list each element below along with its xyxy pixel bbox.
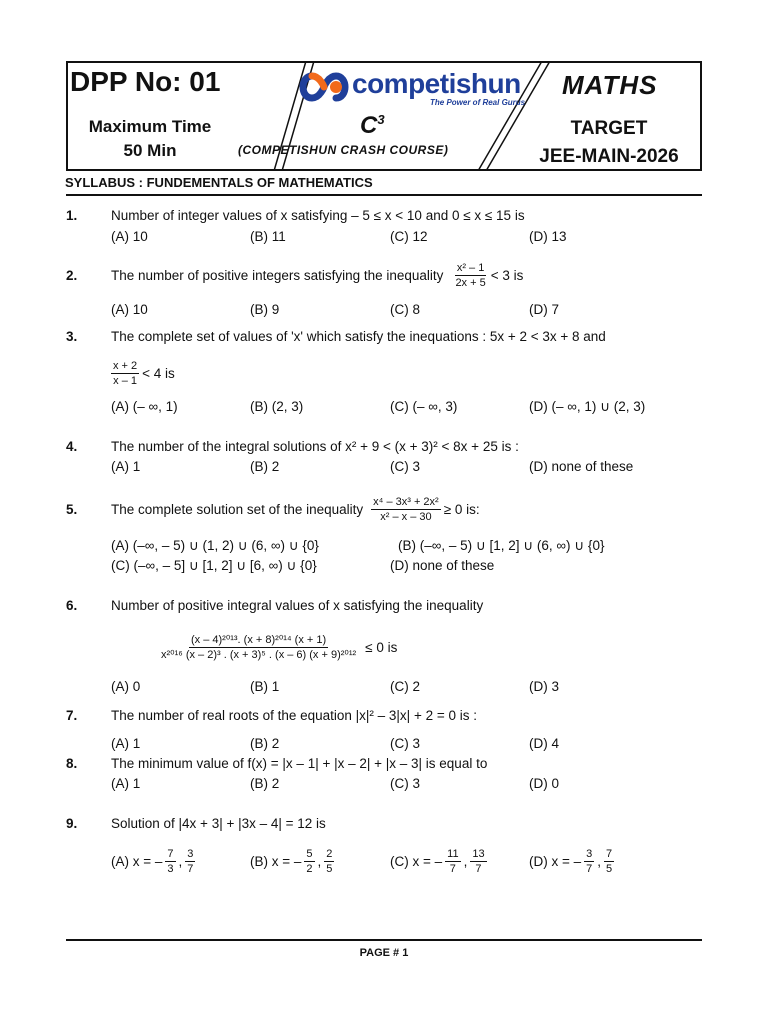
fraction-denominator: 7	[449, 862, 456, 875]
fraction-denominator: 2x + 5	[455, 276, 486, 289]
option-c: (C) 3	[390, 776, 420, 791]
option-d: (D) 13	[529, 229, 567, 244]
question-tail: ≤ 0 is	[365, 639, 398, 655]
option-prefix: (D) x = –	[529, 853, 582, 869]
dpp-number: DPP No: 01	[70, 66, 221, 97]
fraction	[604, 847, 614, 876]
option-d: (D) 7	[529, 302, 559, 317]
question-number: 7.	[66, 708, 78, 723]
question-text: The number of real roots of the equation |x|² – 3|x| + 2 = 0 is :	[111, 708, 477, 723]
option-b: (B) 11	[250, 229, 286, 244]
fraction-numerator: 7	[167, 847, 174, 860]
option-b: (B) 2	[250, 459, 280, 474]
fraction	[445, 847, 460, 876]
fraction	[470, 847, 486, 876]
question-tail: < 3 is	[490, 267, 524, 283]
subject-title: MATHS	[562, 70, 658, 100]
question-text: The minimum value of f(x) = |x – 1| + |x – 2| + |x – 3| is equal to	[111, 756, 488, 771]
fraction-denominator: x² – x – 30	[380, 510, 432, 523]
course-name: (COMPETISHUN CRASH COURSE)	[238, 143, 449, 157]
max-time-label: Maximum Time	[88, 117, 212, 136]
target	[524, 115, 694, 171]
fraction	[304, 847, 314, 876]
fraction	[453, 261, 487, 290]
option-d: (D) none of these	[390, 558, 495, 573]
fraction-denominator: 7	[586, 862, 593, 875]
question-text: Number of integer values of x satisfying – 5 ≤ x < 10 and 0 ≤ x ≤ 15 is	[111, 208, 525, 223]
target-value: JEE-MAIN-2026	[539, 146, 679, 167]
syllabus: SYLLABUS : FUNDEMENTALS OF MATHEMATICS	[65, 175, 373, 190]
course-code-sup: 3	[377, 112, 385, 127]
option-b: (B) 1	[250, 679, 280, 694]
fraction	[371, 495, 441, 524]
option-b: (B) (–∞, – 5) ∪ [1, 2] ∪ (6, ∞) ∪ {0}	[398, 538, 605, 553]
option-c: (C) 12	[390, 229, 428, 244]
question-text: The number of the integral solutions of x² + 9 < (x + 3)² < 8x + 25 is :	[111, 439, 519, 454]
fraction-denominator: 3	[167, 862, 174, 875]
fraction-numerator: (x – 4)²⁰¹³. (x + 8)²⁰¹⁴ (x + 1)	[190, 633, 327, 646]
option-b: (B) 9	[250, 302, 280, 317]
max-time	[76, 115, 224, 163]
option-d: (D) 3	[529, 679, 559, 694]
fraction-numerator: x⁴ – 3x³ + 2x²	[373, 495, 439, 508]
fraction-denominator: 5	[606, 862, 613, 875]
option-c: (C) 3	[390, 459, 420, 474]
question-text-row	[108, 356, 175, 390]
fraction	[324, 847, 334, 876]
option-b: (B) 2	[250, 776, 280, 791]
fraction	[111, 359, 139, 388]
option-d: (D) (– ∞, 1) ∪ (2, 3)	[529, 399, 646, 414]
fraction	[159, 633, 358, 662]
question-text: The complete set of values of 'x' which satisfy the inequations : 5x + 2 < 3x + 8 and	[111, 329, 606, 344]
brand-name: competishun	[352, 68, 521, 99]
option-d: (D) none of these	[529, 459, 634, 474]
question-text-row	[156, 628, 397, 666]
fraction	[584, 847, 594, 876]
question-text: Number of positive integral values of x satisfying the inequality	[111, 598, 484, 613]
page-number: PAGE # 1	[359, 947, 409, 959]
option-d: (D) x = – $\frac{3}{7}$ , $\frac{7}{5}$	[529, 847, 613, 875]
fraction-numerator: x + 2	[113, 359, 138, 372]
course-code	[360, 112, 385, 140]
option-a: (A) (– ∞, 1)	[111, 399, 178, 414]
option-a: (A) 10	[111, 302, 148, 317]
fraction-numerator: 3	[187, 847, 194, 860]
bottom-divider	[66, 939, 702, 941]
option-prefix: (C) x = –	[390, 853, 443, 869]
option-a: (A) 1	[111, 736, 141, 751]
question-text: The complete solution set of the inequality	[111, 501, 364, 517]
fraction-denominator: 2	[306, 862, 313, 875]
option-c: (C) x = – $\frac{11}{7}$ , $\frac{13}{7}$	[390, 847, 485, 875]
question-text-row	[111, 258, 523, 292]
question-number: 8.	[66, 756, 78, 771]
fraction	[165, 847, 175, 876]
option-c: (C) 2	[390, 679, 420, 694]
course-code-letter: C	[360, 112, 378, 139]
question-number: 3.	[66, 329, 78, 344]
fraction-numerator: 11	[447, 847, 459, 860]
fraction-numerator: 5	[306, 847, 313, 860]
option-a: (A) x = – $\frac{7}{3}$ , $\frac{3}{7}$	[111, 847, 194, 875]
option-d: (D) 0	[529, 776, 559, 791]
option-b: (B) 2	[250, 736, 280, 751]
question-text: The number of positive integers satisfying the inequality	[111, 267, 444, 283]
question-number: 5.	[66, 502, 78, 517]
question-text-row	[111, 491, 480, 527]
fraction-numerator: x² – 1	[456, 261, 485, 274]
fraction-denominator: 7	[187, 862, 194, 875]
question-number: 2.	[66, 268, 78, 283]
brand-tagline: The Power of Real Gurus	[430, 98, 526, 107]
option-b: (B) (2, 3)	[250, 399, 304, 414]
option-c: (C) 3	[390, 736, 420, 751]
option-a: (A) 10	[111, 229, 148, 244]
top-divider	[66, 194, 702, 196]
question-tail: < 4 is	[142, 365, 175, 381]
option-c: (C) (–∞, – 5] ∪ [1, 2] ∪ [6, ∞) ∪ {0}	[111, 558, 317, 573]
option-b: (B) x = – $\frac{5}{2}$ , $\frac{2}{5}$	[250, 847, 333, 875]
option-prefix: (B) x = –	[250, 853, 302, 869]
fraction-denominator: 5	[326, 862, 333, 875]
option-prefix: (A) x = –	[111, 853, 163, 869]
fraction-denominator: x²⁰¹⁶ (x – 2)³ . (x + 3)⁵ . (x – 6) (x + 9)²⁰¹²	[161, 648, 357, 661]
option-a: (A) (–∞, – 5) ∪ (1, 2) ∪ (6, ∞) ∪ {0}	[111, 538, 319, 553]
fraction	[185, 847, 195, 876]
fraction-denominator: x – 1	[113, 374, 137, 387]
option-a: (A) 1	[111, 459, 141, 474]
fraction-denominator: 7	[475, 862, 482, 875]
option-c: (C) (– ∞, 3)	[390, 399, 458, 414]
option-d: (D) 4	[529, 736, 559, 751]
max-time-value: 50 Min	[123, 141, 177, 160]
question-number: 6.	[66, 598, 78, 613]
option-a: (A) 1	[111, 776, 141, 791]
question-text: Solution of |4x + 3| + |3x – 4| = 12 is	[111, 816, 326, 831]
target-label: TARGET	[570, 118, 648, 139]
competishun-logo-icon	[296, 70, 352, 104]
question-tail: ≥ 0 is:	[443, 501, 480, 517]
question-number: 4.	[66, 439, 78, 454]
fraction-numerator: 3	[586, 847, 593, 860]
question-number: 1.	[66, 208, 78, 223]
fraction-numerator: 13	[472, 847, 485, 860]
question-number: 9.	[66, 816, 78, 831]
option-c: (C) 8	[390, 302, 420, 317]
fraction-numerator: 7	[606, 847, 613, 860]
option-a: (A) 0	[111, 679, 141, 694]
fraction-numerator: 2	[326, 847, 333, 860]
